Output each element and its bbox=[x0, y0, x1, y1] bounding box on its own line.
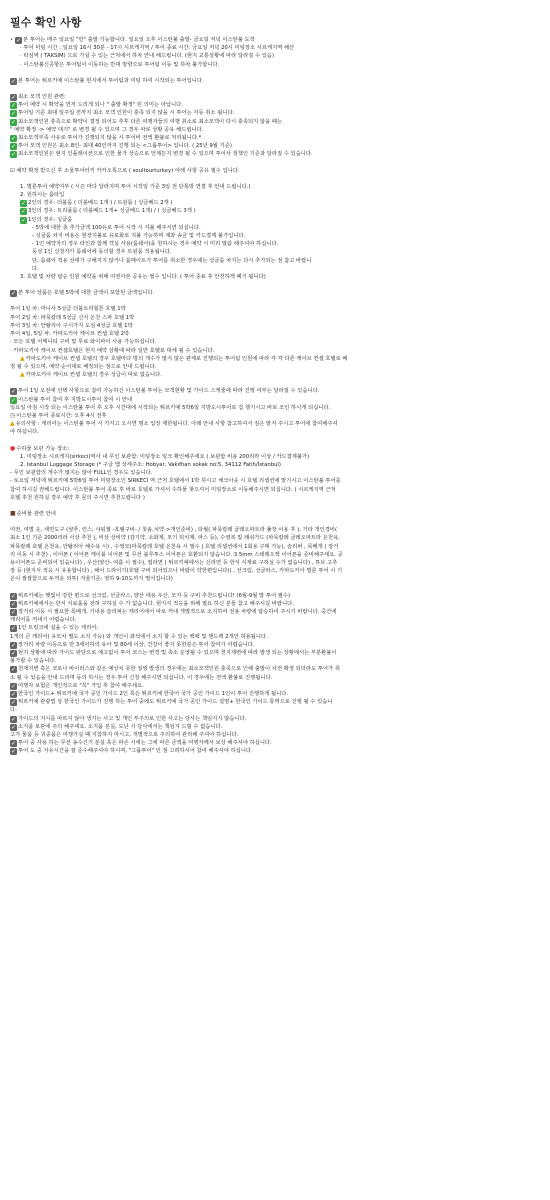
spacer bbox=[10, 584, 540, 592]
line-text: 최소모객부족 사유로 투어가 진행되지 않을 시 투어비 전액 환불로 처리됩니다.* bbox=[18, 135, 202, 142]
notice-line bbox=[10, 567, 540, 575]
page-title: 필수 확인 사항 bbox=[10, 16, 82, 29]
notice-line bbox=[10, 257, 540, 265]
notice-line bbox=[10, 93, 540, 101]
notice-line bbox=[10, 305, 540, 313]
notice-line bbox=[10, 240, 540, 248]
line-text: 한국인 가이드+ 튀르키예 국가 공인 가이드 2인 혹은 튀르키예 한국어 국가 공인 가이드 1인이 투어 진행하게 됩니다. bbox=[18, 691, 289, 698]
notice-line bbox=[10, 633, 540, 641]
notice-line bbox=[10, 142, 540, 150]
notice-line bbox=[10, 715, 540, 723]
line-text: 호텔 추천 원하실 경우 예약 후 문의 주시면 추천드립니다 ) bbox=[10, 494, 145, 501]
spacer bbox=[10, 281, 540, 289]
check-box-icon: ✓ bbox=[20, 200, 27, 208]
notice-line bbox=[10, 624, 540, 632]
line-text: - 싱글룸 차지 비용은 현장지불로 유로화로 지불 가능하며 계좌 송금 및 카드결제 불가입니다. bbox=[32, 233, 246, 240]
notice-line bbox=[10, 61, 540, 69]
line-text: 투어일 기준 최대 일주일 전까지 최소 모객 인원이 충족 되지 않을 시 투어는 자동 취소 됩니다. bbox=[18, 110, 235, 117]
notice-line bbox=[10, 150, 540, 158]
line-text: 1개의 큰 캐리어( 유모차 별도 소지 가능) 와 개인이 좌석에서 소지 할 수 있는 백팩 및 핸드백 2개만 허용됩니다. bbox=[10, 633, 268, 640]
line-text: 1. 미팅장소 시르케지(sirkeci)역사 내 무인 보관함: 미팅장소 링크 확인해주세요 ( 보관함 비용 200리라 이상 / 카드결제불가) bbox=[20, 453, 310, 460]
notice-line bbox=[10, 428, 540, 436]
checkbox-glyph: ☑ bbox=[10, 167, 17, 174]
warning-icon: ▲ bbox=[20, 371, 25, 379]
check-box-icon: ✓ bbox=[10, 77, 17, 85]
notice-line bbox=[10, 396, 540, 404]
check-box-icon: ✓ bbox=[10, 110, 17, 118]
line-text: 준비물 관련 안내 bbox=[16, 510, 56, 517]
notice-line bbox=[10, 134, 540, 142]
notice-line bbox=[10, 387, 540, 395]
line-text: 카파도키아 케이브 컨셉 호텔의 경우 호텔마다 방의 개수가 많지 않은 관계로 진행되는 투어팀 인원에 따라 각 각 다른 케이브 컨셉 호텔로 배 bbox=[25, 355, 348, 362]
check-box-icon: ✓ bbox=[20, 208, 27, 216]
notice-line bbox=[10, 347, 540, 355]
check-box-icon: ✓ bbox=[10, 691, 17, 699]
notice-line bbox=[10, 698, 540, 706]
notice-line bbox=[10, 199, 540, 207]
notice-line bbox=[10, 265, 540, 273]
notice-line bbox=[10, 486, 540, 494]
spacer bbox=[10, 175, 540, 183]
notice-line bbox=[10, 731, 540, 739]
line-text: 장 등 (현지식 적응 시 유용합니다) , 헤어 드라이기(호텔 구비 되어있으나 바람이 약한편입니다)) , 선크림, 선글라스, 카파도키아 벌룬 투어 시 기 bbox=[10, 568, 343, 575]
line-text: 리 이동 시 추천) , 이어폰 ( 이어폰 케이블 이어폰 및 무선 블루투스 이어폰은 호환되지 않습니다. 3.5mm 스테레오잭 이어폰을 준비해주세요. 공 bbox=[10, 551, 343, 558]
line-text: 야 하십니다. bbox=[10, 429, 39, 436]
notice-line bbox=[10, 682, 540, 690]
check-box-icon: ✓ bbox=[10, 625, 17, 633]
notice-line bbox=[10, 657, 540, 665]
check-box-icon: ✓ bbox=[10, 396, 17, 404]
line-text: 다. bbox=[32, 265, 39, 272]
spacer bbox=[10, 85, 540, 93]
line-text: 일요일 아침 시작 되는 이스탄불 투어 후 오후 시간대에 시작되는 튀르키예 5박6일 지방도시투어로 집 챙기시고 바로 조인 하시게 되십니다. bbox=[10, 404, 331, 411]
line-text: 파묵칼레 호텔 온천욕, 안탈리아 해수욕 시) , 수영모(파묵칼레 호텔 온천욕 시 필수 | 호텔 리셉션에서 1회용 구매 가능), 슬리퍼 , 목베개 ( 장거 bbox=[10, 543, 339, 550]
notice-line bbox=[10, 559, 540, 567]
line-text: 튀르키예는 햇빛이 강한 편으로 선크림, 선글라스, 양산 대용 우산, 모자 등 구비 추천드립니다! (6월-9월 말 투어 필수) bbox=[18, 592, 291, 599]
line-text: 1. 벌룬투어 예약여부 ( 시즌 마다 달라지며 투어 시작일 기준 3일 전 단톡방 연결 후 안내 드립니다.) bbox=[20, 183, 251, 190]
notice-line bbox=[10, 494, 540, 502]
line-text: 본 투어는 매주 일요일 "만" 출발 가능합니다. 일요일 오후 이스탄불 출발- 금요일 저녁 이스탄불 도착 bbox=[23, 37, 255, 43]
notice-line bbox=[10, 420, 540, 428]
notice-line bbox=[10, 706, 540, 714]
line-text: 천재지변 혹은 코로나 바이러스와 같은 예상치 못한 질병 발생의 경우에는 최소모객인원 충족으로 인해 출발이 사전 확정 되더라도 투어가 취 bbox=[18, 666, 340, 673]
line-text: · 카파도키아 케이브 컨셉호텔은 현지 예약 상황에 따라 일반 호텔로 대체 될 수 있습니다. bbox=[10, 347, 215, 354]
notice-line bbox=[10, 167, 540, 175]
notice-line bbox=[10, 52, 540, 60]
line-text: 불가할 수 있습니다. bbox=[10, 658, 56, 665]
notice-line bbox=[10, 674, 540, 682]
check-box-icon: ✓ bbox=[10, 699, 17, 707]
line-text: 여권, 여벌 옷, 세면도구 (샴푸, 린스, 샤워젤 -호텔구비- / 칫솔,치약->개인준비) , 타월( 파묵칼레 클레오파트라 풀장 이용 후 ), 기타 개인경비( bbox=[10, 527, 338, 534]
notice-line bbox=[10, 445, 540, 453]
notice-line bbox=[10, 641, 540, 649]
check-box-icon: ✓ bbox=[10, 143, 17, 151]
notice-line bbox=[10, 289, 540, 297]
notice-line bbox=[10, 363, 540, 371]
line-text: · 모든 호텔 어메니티 구비 및 무료 와이파이 사용 가능하십니다. bbox=[10, 339, 157, 346]
notice-line bbox=[10, 739, 540, 747]
notice-line bbox=[10, 248, 540, 256]
notice-line bbox=[10, 551, 540, 559]
notice-line bbox=[10, 232, 540, 240]
spacer bbox=[10, 379, 540, 387]
check-box-icon: ✓ bbox=[10, 135, 17, 143]
warning-icon: ▲ bbox=[10, 420, 15, 428]
line-text: - 1인 예약자의 경우 타인과 함께 객실 사용(룸쉐어)을 원하시는 경우 예약 시 미리 말씀 해주셔야 하십니다. bbox=[32, 241, 279, 248]
timer-icon: ◷ bbox=[10, 411, 16, 419]
check-box-icon: ✓ bbox=[10, 118, 17, 126]
spacer bbox=[10, 297, 540, 305]
notice-line bbox=[10, 44, 540, 52]
check-box-icon: ✓ bbox=[10, 94, 17, 102]
check-box-icon: ✓ bbox=[10, 748, 17, 756]
line-text: 투어 1일 차: 마니사 5성급 더블트리힐튼 호텔 1박 bbox=[10, 306, 126, 313]
notice-line bbox=[10, 526, 540, 534]
line-text: 여행자 보험은 개인적으로 "꼭" 가입 후 참여 해주세요. bbox=[18, 682, 144, 689]
check-box-icon: ✓ bbox=[10, 388, 17, 396]
line-text: 투어 도 중 자유시간을 잘 준수해주셔야 하시며, "그룹투어" 인 점 고려하시어 참여 해주셔야 하십니다. bbox=[18, 748, 253, 755]
line-text: 2. 원하시는 룸타입 bbox=[20, 192, 65, 199]
check-box-icon: ✓ bbox=[10, 151, 17, 159]
line-text: 온이 쌀쌀함으로 두꺼운 외투( 겨울기준: 영하 9-10도까지 떨어집니다) bbox=[10, 576, 173, 583]
check-box-icon: ✓ bbox=[10, 641, 17, 649]
notice-line bbox=[10, 118, 540, 126]
line-text: 투어 중 사용 하는 무선 송수긴기 분실 혹은 파손 시에는 그에 따른 금액을 여행자께서 보상 해주셔야 하십니다. bbox=[18, 740, 272, 747]
line-text: 단, 룸쉐어 적용 상대가 구해지지 않거나 룸메이트가 투어를 취소한 경우에는 싱글룸 차지는 다시 추가되는 점 참고 바랍니 bbox=[32, 257, 312, 264]
bullet-icon: • bbox=[10, 37, 14, 43]
spacer bbox=[10, 502, 540, 510]
notice-line bbox=[10, 510, 540, 518]
notice-line bbox=[10, 330, 540, 338]
line-text: 튀르키예 관광법 상 한국인 가이드가 진행 하는 투어 중에도 튀르키예 국가 공인 가이드 설명+ 한국인 가이드 통역으로 진행 될 수 있습니 bbox=[18, 699, 333, 706]
notice-line bbox=[10, 534, 540, 542]
notice-line bbox=[10, 608, 540, 616]
line-text: 현지 상황에 따라 가이드 판단으로 예고없이 투어 코스는 변경 및 축소 운영될 수 있으며 천지재변에 따라 발생 되는 상황에서는 부분환불이 bbox=[18, 650, 337, 656]
book-icon: ■ bbox=[10, 509, 16, 517]
notice-line bbox=[10, 690, 540, 698]
notice-line bbox=[10, 477, 540, 485]
warning-icon: ▲ bbox=[20, 354, 25, 362]
notice-line bbox=[10, 216, 540, 224]
line-text: - 토요일 저녁에 튀르키예 5박6일 투어 미팅장소인 SIRKECI 역 근처 호텔에서 1박 하시고 체크아웃 시 호텔 리셉션에 맡기시고 이스탄불 투어를 bbox=[10, 478, 341, 485]
line-text: 투어 모객 인원은 최소 8인- 최대 40인까지 진행 되는 <그룹투어> 입니다. ( 25년 9월 기준) bbox=[18, 143, 232, 150]
notice-line bbox=[10, 338, 540, 346]
check-box-icon: ✓ bbox=[10, 290, 17, 298]
notice-line bbox=[10, 453, 540, 461]
line-text: 투어 2일 차: 파묵칼레 5성급 신식 온천 스파 호텔 1박 bbox=[10, 314, 135, 321]
pin-icon: ● bbox=[10, 444, 16, 452]
line-text: 예약 확정 받으신 후 소울투어터키 카카오톡으로 ( soultourturkey) 아래 사항 공유 필수 입니다. bbox=[16, 167, 240, 174]
check-box-icon: ✓ bbox=[10, 102, 17, 110]
notice-line bbox=[10, 575, 540, 583]
notice-content bbox=[10, 36, 540, 756]
line-text: 고가 물품 등 귀중품은 여행가실 때 지참하지 마시고, 개별적으로 주의하여 관리해 주셔야 하십니다. bbox=[10, 732, 239, 739]
line-text: 3. 호텔 및 차량 탑승 인원 예약을 위해 여권사본 공유는 필수 입니다. ( 투어 종료 후 안전하게 폐기 됩니다) bbox=[20, 274, 266, 281]
line-text: 다. bbox=[10, 707, 17, 714]
line-text: · 탁심역 ( TAKSIM) 으로 가실 수 있는 근처에서 하차 안내 해드립니다. (현지 교통상황에 따라 달라질 수 있음) bbox=[20, 53, 275, 60]
line-text: 수하물 보관 가능 장소: bbox=[16, 445, 70, 452]
notice-line bbox=[10, 404, 540, 412]
check-box-icon: ✓ bbox=[10, 682, 17, 690]
line-text: 이스탄불 투어 종료시간: 오후 4시 전후 bbox=[16, 412, 107, 419]
check-box-icon: ✓ bbox=[16, 37, 22, 44]
spacer bbox=[10, 159, 540, 167]
line-text: · 이스탄불신공항은 투어팀이 이동하는 반대 방향으로 투어팀 이동 및 하차 불가합니다. bbox=[20, 61, 220, 68]
line-text: 소지품 보관에 주의 해주세요. 소지품 분실, 도난 시 당사에서는 책임지 드릴 수 없습니다. bbox=[18, 723, 223, 730]
notice-line bbox=[10, 600, 540, 608]
spacer bbox=[10, 518, 540, 526]
notice-line bbox=[10, 101, 540, 109]
notice-line bbox=[10, 126, 540, 134]
notice-line bbox=[10, 649, 540, 657]
notice-line bbox=[10, 665, 540, 673]
notice-line bbox=[10, 412, 540, 420]
line-text: 투어 1일 오전에 선택 사항으로 참여 가능하신 이스탄불 투어는 모객현황 및 가이드 스케줄에 따라 진행 여부는 달라질 수 있습니다. bbox=[18, 388, 320, 395]
line-text: 용이어폰도 준비되어 있습니다) , 우산(양산- 여름 시 필수), 컵라면 ( 튀르키예에서는 신라면 등 한식 식재료 구하실 수가 없습니다) , 튜브 고추 bbox=[10, 559, 338, 566]
line-text: 투어 4일, 5일 차: 카파도키아 케이브 컨셉 호텔 2박 bbox=[10, 331, 130, 338]
notice-line bbox=[10, 314, 540, 322]
spacer bbox=[10, 69, 540, 77]
line-text: 튀르키예에서는 한식 식료품을 전혀 구하실 수 가 없습니다. 현지식 적응을 위해 필요 하신 분들 참고 해주시길 바랍니다. bbox=[18, 600, 294, 607]
check-box-icon: ✓ bbox=[10, 666, 17, 674]
check-box-icon: ✓ bbox=[10, 600, 17, 608]
line-text: 최소모객인원은 현지 인플레이션으로 인한 물가 상승으로 언제든지 변경 될 수 있으며 투어사 정책인 기준과 달라질 수 있습니다. bbox=[18, 151, 313, 158]
line-text: 장거리 차량 이동으로 만 3세이하의 유아 및 80세 이상, 건강이 좋지 못한분은 투어 참여가 어렵습니다. bbox=[18, 641, 255, 648]
check-box-icon: ✓ bbox=[10, 723, 17, 731]
line-text: · 투어 미팅 시간 : 일요일 16시 30분 - 17시 시르케지역 / 투어 종료 시간: 금요일 저녁 20시 미팅장소 시르케지역 해산 bbox=[20, 45, 295, 52]
notice-line bbox=[10, 273, 540, 281]
line-text: 투어 예약 시 확약을 먼저 드리게 되나 " 출발 확정" 된 의미는 아닙니다. bbox=[18, 102, 183, 109]
check-box-icon: ✓ bbox=[10, 715, 17, 723]
check-box-icon: ✓ bbox=[10, 650, 17, 657]
notice-line bbox=[10, 224, 540, 232]
line-text: 장거리 이동 시 필요한 목베개, 기내용 슬리퍼는 캐리어에서 따로 꺼내 개별적으로 소지하여 전용 차량에 탑승하여 주시기 바랍니다. 중간에 bbox=[18, 608, 337, 615]
line-text: " 예약 확정 -> 예약 대기" 로 변경 될 수 있으며 그 경우 따로 상황 공유 해드립니다. bbox=[10, 126, 204, 133]
notice-line bbox=[10, 207, 540, 215]
check-box-icon: ✓ bbox=[10, 592, 17, 600]
notice-line bbox=[10, 77, 540, 85]
line-text: - 무인 보관함의 개수가 많지는 않아 FULL인 경우도 있습니다. bbox=[10, 470, 153, 477]
notice-line bbox=[10, 36, 540, 44]
line-text: 참여 하시길 권해드립니다. 이스탄불 투어 종료 후 바로 호텔로 가셔서 수하물 찾으셔서 미팅장소로 이동해주시면 되십니다. ( 시르케지역 근처 bbox=[10, 486, 336, 493]
line-text: 이스탄불 투어 참여 후 지방도시투어 참여 시 안내 bbox=[18, 396, 133, 403]
notice-line bbox=[10, 191, 540, 199]
notice-line bbox=[10, 355, 540, 363]
line-text: 본 투어는 튀르키예 이스탄불 현지에서 투어팀과 미팅 하여 시작되는 투어입니다. bbox=[18, 77, 204, 84]
line-text: 유의사항 : 캐리어는 이스탄불 투어 시 가지고 오시면 명소 입장 제한됩니다. 아래 안내 사항 참고하셔서 짐은 맡겨 주시고 투어에 참여해주셔 bbox=[15, 421, 338, 428]
line-text: 2인의 경우: 더블룸 ( 더블베드 1개 ) / 트윈룸 ( 싱글베드 2개 ) bbox=[28, 200, 173, 207]
line-text: 최소 1인 기준 2000리라 이상 추천 ), 비상 상비약 (감기약, 소화제, 모기 퇴치제, 파스 등), 수영복 및 래쉬가드 (파묵칼레 클레오파트라 온천욕, bbox=[10, 535, 340, 542]
notice-line bbox=[10, 469, 540, 477]
line-text: 투어 3일 차: 안탈리아 구시가지 도심 4성급 호텔 1박 bbox=[10, 322, 133, 329]
line-text: 동성 1인 신청자가 룸쉐어에 동의할 경우 트윈룸 적용됩니다. bbox=[32, 249, 172, 256]
notice-line bbox=[10, 183, 540, 191]
line-text: - 5박에 대한 총 추가금액 100유로 투어 시작 시 지불 해주시면 되십니다. bbox=[32, 224, 201, 231]
check-box-icon: ✓ bbox=[20, 216, 27, 224]
line-text: 최소모객인원 충족으로 확약이 결정 되어도 추후 다른 여행자들의 여행 취소로 최소모객이 다시 충족되지 않을 때는 bbox=[18, 118, 283, 125]
line-text: 3인의 경우: 트리플룸 ( 더블베드 1개+ 싱글베드 1개) / ( 싱글베드 3개 ) bbox=[28, 208, 196, 215]
check-box-icon: ✓ bbox=[10, 608, 17, 616]
line-text: 정 될 수 있으며, 예약 순서대로 배정되는 점으로 안내 드립니다. bbox=[10, 363, 157, 370]
line-text: 소 될 수 있음을 안내 드리며 동의 하시는 경우 투어 신청 해주시면 되십니다. 이 경우에는 전액 환불로 진행됩니다. bbox=[10, 674, 273, 681]
line-text: 1인 트렁크에 실을 수 있는 캐리어: bbox=[18, 625, 99, 632]
notice-line bbox=[10, 747, 540, 755]
notice-line bbox=[10, 322, 540, 330]
line-text: 최소 모객 인원 관련: bbox=[18, 94, 66, 101]
line-text: 2. Istanbul Luggage Storage (* 구글 맵 상세주소: Hobyar, Vakıfhan sokak no:5, 34112 Fatih/İstanbul) bbox=[20, 461, 281, 468]
notice-line bbox=[10, 371, 540, 379]
line-text: 캐리어를 꺼내기 어렵습니다. bbox=[10, 617, 77, 624]
line-text: 본 투어 상품은 호텔 5박에 대한 금액이 포함된 금액입니다. bbox=[18, 290, 155, 297]
notice-line bbox=[10, 723, 540, 731]
line-text: 1인의 경우: 싱글룸 bbox=[28, 216, 73, 223]
notice-line bbox=[10, 109, 540, 117]
spacer bbox=[10, 437, 540, 445]
line-text: 가이드의 지시를 따르지 않아 생기는 사고 및 개인 부주의로 인한 사고는 당사는 책임지지 않습니다. bbox=[18, 715, 247, 722]
line-text: 카파도키아 케이브 컨셉 호텔의 경우 성급이 따로 없습니다. bbox=[25, 372, 162, 379]
notice-line bbox=[10, 543, 540, 551]
notice-line bbox=[10, 592, 540, 600]
check-box-icon: ✓ bbox=[10, 740, 17, 748]
notice-line bbox=[10, 461, 540, 469]
notice-line bbox=[10, 616, 540, 624]
